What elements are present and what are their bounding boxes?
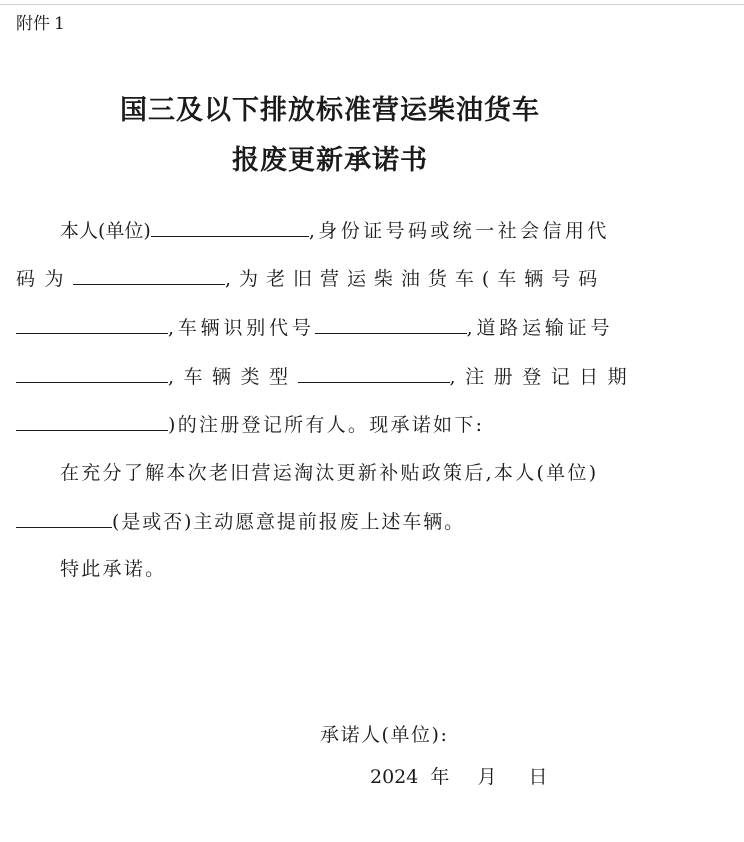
attachment-text: 附件 <box>16 14 50 34</box>
id-number-blank[interactable] <box>73 266 225 285</box>
text-transport-cert: ,道路运输证号 <box>466 317 614 339</box>
attachment-number: 1 <box>54 14 65 34</box>
body-line-8 <box>60 556 166 582</box>
vehicle-type-blank[interactable] <box>298 364 450 383</box>
text-scrap-willing: (是或否)主动愿意提前报废上述车辆。 <box>112 511 466 533</box>
text-code-is: 码为 <box>16 268 74 290</box>
body-line-5 <box>16 412 484 438</box>
text-id-number: ,身份证号码或统一社会信用代 <box>308 220 610 242</box>
body-line-2 <box>16 266 605 292</box>
plate-number-blank[interactable] <box>16 315 168 334</box>
text-policy: 在充分了解本次老旧营运淘汰更新补贴政策后,本人(单位) <box>60 462 599 484</box>
yes-no-blank[interactable] <box>16 509 112 528</box>
name-blank[interactable] <box>151 218 309 237</box>
signature-date <box>370 764 548 790</box>
text-vehicle-type: ,车辆类型 <box>168 366 298 388</box>
attachment-label <box>16 12 65 36</box>
text-hereby: 特此承诺。 <box>60 558 167 580</box>
date-year: 2024 <box>370 766 419 788</box>
document-title-line-1: 国三及以下排放标准营运柴油货车 <box>120 95 540 126</box>
text-owner-promise: )的注册登记所有人。现承诺如下: <box>168 414 485 436</box>
date-day-unit: 日 <box>528 766 548 788</box>
register-date-blank[interactable] <box>16 412 168 431</box>
body-line-1 <box>60 218 610 244</box>
body-line-4 <box>16 364 636 390</box>
transport-cert-blank[interactable] <box>16 364 168 383</box>
body-line-3 <box>16 315 613 341</box>
body-line-7 <box>16 509 465 535</box>
text-self-unit: 本人(单位) <box>60 220 151 242</box>
vin-blank[interactable] <box>315 315 467 334</box>
text-register-date: ,注册登记日期 <box>449 366 637 388</box>
text-vin: ,车辆识别代号 <box>168 317 315 339</box>
signature-label: 承诺人(单位): <box>320 724 449 746</box>
top-border <box>0 4 744 5</box>
text-old-truck: ,为老旧营运柴油货车(车辆号码 <box>225 268 606 290</box>
date-month-unit: 月 <box>477 766 497 788</box>
date-year-unit: 年 <box>430 766 450 788</box>
document-title-line-2: 报废更新承诺书 <box>232 145 428 176</box>
body-line-6 <box>60 460 598 486</box>
